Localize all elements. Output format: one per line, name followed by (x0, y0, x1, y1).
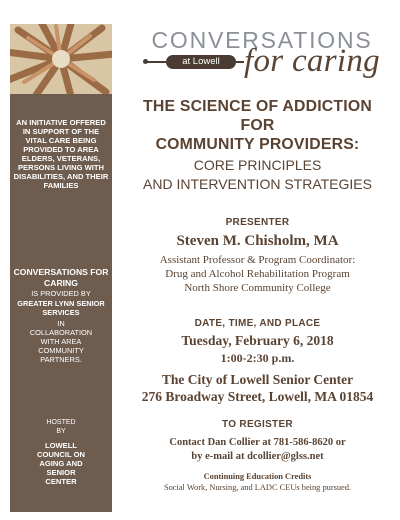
hands-illustration (10, 24, 112, 94)
subtitle-line-1: CORE PRINCIPLES (193, 157, 322, 173)
title-line-3: COMMUNITY PROVIDERS: (155, 136, 360, 153)
event-address: 276 Broadway Street, Lowell, MA 01854 (141, 389, 374, 404)
event-heading: DATE, TIME, AND PLACE (194, 318, 321, 329)
event-venue: The City of Lowell Senior Center (161, 372, 354, 387)
event-time: 1:00-2:30 p.m. (220, 351, 295, 365)
logo-conversations: CONVERSATIONS (151, 27, 373, 53)
title-line-2: FOR (240, 117, 275, 134)
logo-line-left (146, 61, 166, 63)
logo-at-lowell: at Lowell (166, 55, 236, 69)
host-name: LOWELL COUNCIL ON AGING AND SENIOR CENTER (37, 441, 85, 486)
register-heading: TO REGISTER (222, 419, 293, 430)
logo-for-caring: for caring (244, 43, 380, 79)
presenter-name: Steven M. Chisholm, MA (176, 233, 339, 249)
logo-line-right (236, 61, 244, 63)
initiative-text: AN INITIATIVE OFFERED IN SUPPORT OF THE VITAL CARE BEING PROVIDED TO AREA ELDERS, VETERANS, PERSONS LIVING WITH DISABILITIES, AND THEIR FAMILIES (13, 118, 109, 190)
presenter-role-2: Drug and Alcohol Rehabilitation Program (165, 268, 350, 280)
title-line-1: THE SCIENCE OF ADDICTION (143, 98, 372, 115)
event-date: Tuesday, February 6, 2018 (181, 333, 334, 348)
presenter-role-3: North Shore Community College (184, 282, 331, 294)
register-email: by e-mail at dcollier@glss.net (191, 451, 324, 462)
hosted-by-text: HOSTED BY (46, 419, 76, 435)
presenter-heading: PRESENTER (225, 217, 290, 228)
provided-by-text: IS PROVIDED BY (31, 289, 91, 298)
subtitle-line-2: AND INTERVENTION STRATEGIES (143, 176, 372, 192)
provider-name: GREATER LYNN SENIOR SERVICES (17, 299, 105, 317)
program-name: CONVERSATIONS FOR CARING (13, 267, 109, 288)
register-phone: Contact Dan Collier at 781-586-8620 or (169, 437, 346, 448)
collaboration-text: IN COLLABORATION WITH AREA COMMUNITY PARTNERS. (29, 319, 93, 364)
credits-heading: Continuing Education Credits (203, 472, 312, 481)
credits-body: Social Work, Nursing, and LADC CEUs being pursued. (163, 483, 352, 492)
hands-circle-image (10, 24, 112, 94)
logo-dot-left (143, 59, 148, 64)
presenter-role-1: Assistant Professor & Program Coordinator: (159, 254, 356, 266)
